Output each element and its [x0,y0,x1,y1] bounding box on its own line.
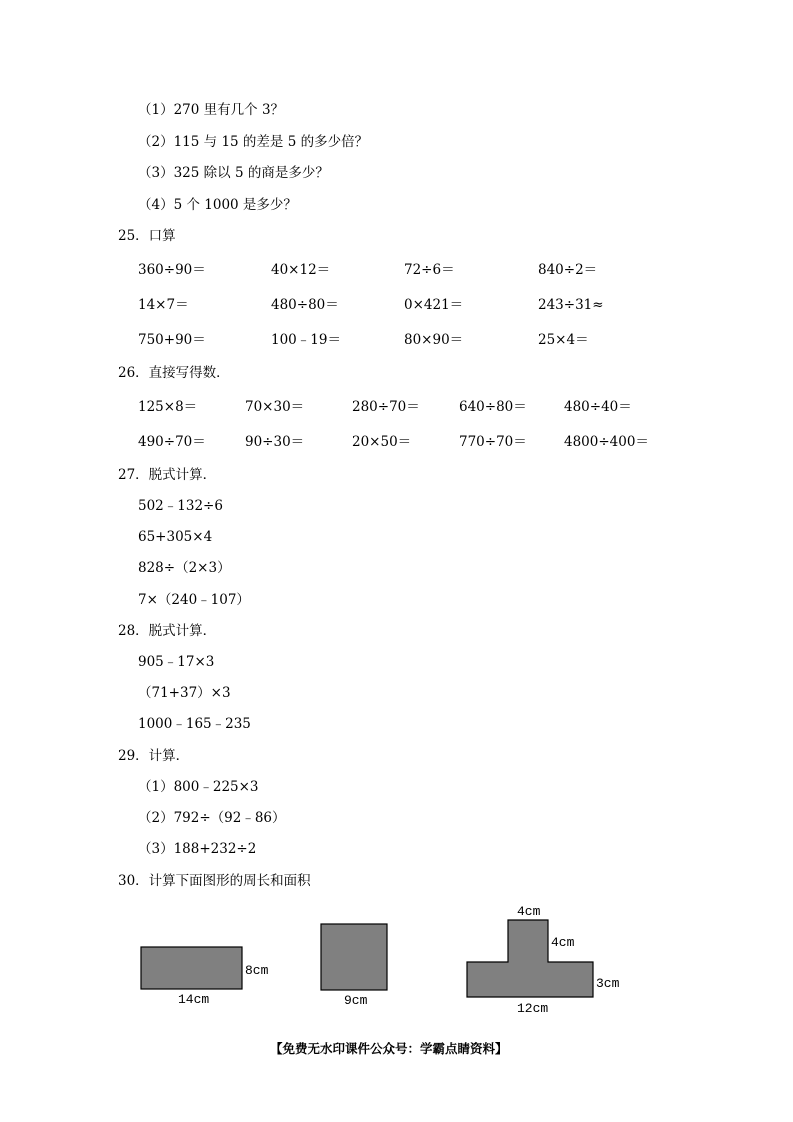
q25-cell: 480÷80＝ [271,297,339,313]
square-side-label: 9cm [344,993,368,1008]
q28-item: （71+37）×3 [138,685,231,701]
q25-title: 25．口算 [118,228,176,244]
square-shape [321,924,387,990]
q25-cell: 0×421＝ [404,297,464,313]
q25-cell: 25×4＝ [538,332,589,348]
q25-cell: 840÷2＝ [538,262,598,278]
q29-title: 29．计算． [118,748,190,764]
q24-item-4: （4）5 个 1000 是多少？ [138,197,297,213]
q24-item-2: （2）115 与 15 的差是 5 的多少倍？ [138,134,369,150]
q26-cell: 770÷70＝ [459,434,527,450]
t-stem-label: 4cm [551,935,575,950]
q25-cell: 243÷31≈ [538,297,604,313]
q29-item: （3）188+232÷2 [138,841,257,857]
t-base-height-label: 3cm [596,976,620,991]
q29-item: （2）792÷（92﹣86） [138,810,286,826]
q28-item: 1000﹣165﹣235 [138,716,251,732]
q26-cell: 480÷40＝ [564,399,632,415]
q27-item: 7×（240﹣107） [138,592,250,608]
q25-cell: 750+90＝ [138,332,206,348]
q24-item-3: （3）325 除以 5 的商是多少？ [138,165,329,181]
q26-cell: 20×50＝ [352,434,412,450]
q27-item: 828÷（2×3） [138,560,231,576]
q26-cell: 640÷80＝ [459,399,527,415]
t-shape [467,920,593,997]
q25-cell: 100﹣19＝ [271,332,341,348]
q29-item: （1）800﹣225×3 [138,779,259,795]
q26-cell: 90÷30＝ [245,434,305,450]
q26-cell: 280÷70＝ [352,399,420,415]
footer-text: 【免费无水印课件公众号：学霸点睛资料】 [270,1041,508,1056]
q26-title: 26．直接写得数． [118,365,230,381]
q24-item-1: （1）270 里有几个 3？ [138,102,285,118]
rect-height-label: 8cm [245,963,269,978]
q25-cell: 80×90＝ [404,332,464,348]
t-base-label: 12cm [517,1001,549,1016]
t-top-label: 4cm [517,904,541,919]
q27-item: 502﹣132÷6 [138,498,223,514]
q26-cell: 490÷70＝ [138,434,206,450]
q25-cell: 40×12＝ [271,262,331,278]
q26-cell: 125×8＝ [138,399,198,415]
q27-item: 65+305×4 [138,529,213,545]
q26-cell: 70×30＝ [245,399,305,415]
q25-cell: 360÷90＝ [138,262,206,278]
q30-title: 30．计算下面图形的周长和面积 [118,873,311,889]
q25-cell: 14×7＝ [138,297,189,313]
rectangle-shape [141,947,242,989]
q27-title: 27．脱式计算． [118,467,217,483]
q25-cell: 72÷6＝ [404,262,455,278]
q28-item: 905﹣17×3 [138,654,215,670]
q28-title: 28．脱式计算． [118,623,217,639]
rect-width-label: 14cm [178,992,210,1007]
q26-cell: 4800÷400＝ [564,434,649,450]
